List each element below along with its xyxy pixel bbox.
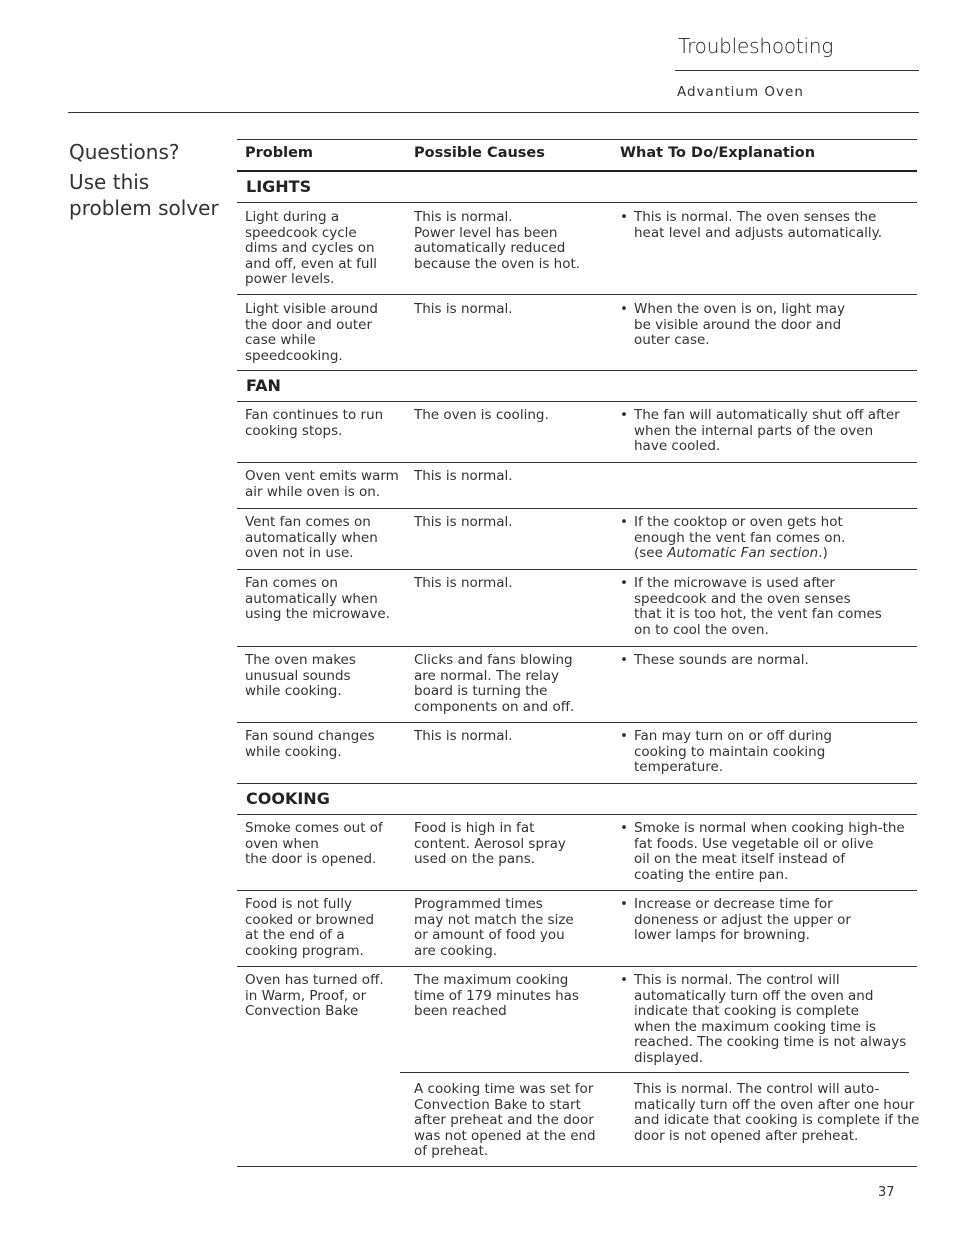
- problem-cell: Food is not fully cooked or browned at the end of a cooking program.: [245, 896, 375, 959]
- subrow-divider: [400, 1072, 909, 1073]
- sidebar-instruction: Use this problem solver: [69, 170, 219, 220]
- table-row: [237, 509, 917, 570]
- cause-cell: A cooking time was set for Convection Bake to start after preheat and the door was not opened at the end of preheat.: [414, 1081, 596, 1160]
- todo-text: If the cooktop or oven gets hot enough the vent fan comes on.: [634, 514, 846, 546]
- section-title: Troubleshooting: [678, 34, 834, 58]
- problem-cell: Fan continues to run cooking stops.: [245, 407, 384, 439]
- todo-cell: • This is normal. The oven senses the heat level and adjusts automatically.: [620, 210, 924, 241]
- cause-cell: This is normal.: [414, 514, 513, 530]
- cause-cell: This is normal.: [414, 575, 513, 591]
- table-row: [237, 967, 920, 1167]
- problem-cell: Fan comes on automatically when using the microwave.: [245, 575, 390, 623]
- todo-ref-open: (see: [634, 545, 668, 562]
- section-label: COOKING: [246, 789, 330, 808]
- cause-cell: Clicks and fans blowing are normal. The relay board is turning the components on and off.: [414, 652, 575, 715]
- section-cooking: [237, 784, 917, 815]
- todo-cell: [620, 515, 924, 562]
- problem-cell: Light visible around the door and outer case while speedcooking.: [245, 301, 378, 364]
- todo-cell: This is normal. The control will auto- matically turn off the oven after one hour and idicate that cooking is complete if the door is not opened after preheat.: [634, 1081, 920, 1144]
- cause-cell: This is normal.: [414, 728, 513, 744]
- section-lights: [237, 172, 917, 203]
- cause-cell: Food is high in fat content. Aerosol spray used on the pans.: [414, 820, 566, 868]
- cause-cell: Programmed times may not match the size or amount of food you are cooking.: [414, 896, 574, 959]
- cause-cell: This is normal. Power level has been automatically reduced because the oven is hot.: [414, 209, 581, 272]
- column-header-causes: Possible Causes: [414, 145, 545, 161]
- cause-cell: This is normal.: [414, 468, 513, 484]
- table-row: [237, 463, 917, 509]
- cause-cell: The maximum cooking time of 179 minutes has been reached: [414, 972, 579, 1020]
- sidebar-heading: [69, 139, 219, 221]
- todo-cell: • If the microwave is used after speedcook and the oven senses that it is too hot, the vent fan comes on to cool the oven.: [620, 576, 924, 638]
- table-row: [237, 203, 917, 295]
- problem-cell: Vent fan comes on automatically when oven not in use.: [245, 514, 378, 562]
- table-row: [237, 891, 917, 967]
- todo-cell: • The fan will automatically shut off after when the internal parts of the oven have cooled.: [620, 408, 924, 455]
- cause-cell: The oven is cooling.: [414, 407, 549, 423]
- table-row: [237, 402, 917, 463]
- table-row: [237, 647, 917, 723]
- sidebar-question: Questions?: [69, 140, 180, 164]
- table-header: [237, 139, 917, 172]
- header-rule: [675, 70, 919, 71]
- problem-cell: Fan sound changes while cooking.: [245, 728, 375, 760]
- problem-cell: Smoke comes out of oven when the door is opened.: [245, 820, 383, 868]
- todo-ref-close: .): [818, 545, 828, 562]
- problem-cell: Light during a speedcook cycle dims and cycles on and off, even at full power levels.: [245, 209, 377, 288]
- table-row: [237, 723, 917, 784]
- troubleshooting-table: [237, 139, 920, 1167]
- problem-cell: The oven makes unusual sounds while cooking.: [245, 652, 356, 700]
- problem-cell: Oven has turned off. in Warm, Proof, or Convection Bake: [245, 972, 384, 1020]
- todo-cell: • These sounds are normal.: [620, 653, 924, 669]
- todo-ref-italic: Automatic Fan section: [667, 545, 819, 562]
- section-fan: [237, 371, 917, 402]
- cause-cell: This is normal.: [414, 301, 513, 317]
- problem-cell: Oven vent emits warm air while oven is on.: [245, 468, 399, 500]
- page-number: 37: [878, 1185, 895, 1200]
- table-row: [237, 295, 917, 371]
- header-divider: [68, 112, 919, 113]
- todo-cell: • This is normal. The control will automatically turn off the oven and indicate that cooking is complete when the maximum cooking time is reached. The cooking time is not always displayed.: [620, 973, 924, 1067]
- table-row: [237, 570, 917, 647]
- todo-cell: • When the oven is on, light may be visible around the door and outer case.: [620, 302, 924, 349]
- section-label: LIGHTS: [246, 177, 312, 196]
- product-name: Advantium Oven: [677, 84, 804, 100]
- todo-cell: • Smoke is normal when cooking high-the fat foods. Use vegetable oil or olive oil on the meat itself instead of coating the entire pan.: [620, 821, 924, 883]
- todo-cell: • Fan may turn on or off during cooking to maintain cooking temperature.: [620, 729, 924, 776]
- column-header-todo: What To Do/Explanation: [620, 145, 816, 161]
- table-row: [237, 815, 917, 891]
- section-label: FAN: [246, 376, 281, 395]
- column-header-problem: Problem: [245, 145, 314, 161]
- todo-cell: • Increase or decrease time for doneness or adjust the upper or lower lamps for browning.: [620, 897, 924, 944]
